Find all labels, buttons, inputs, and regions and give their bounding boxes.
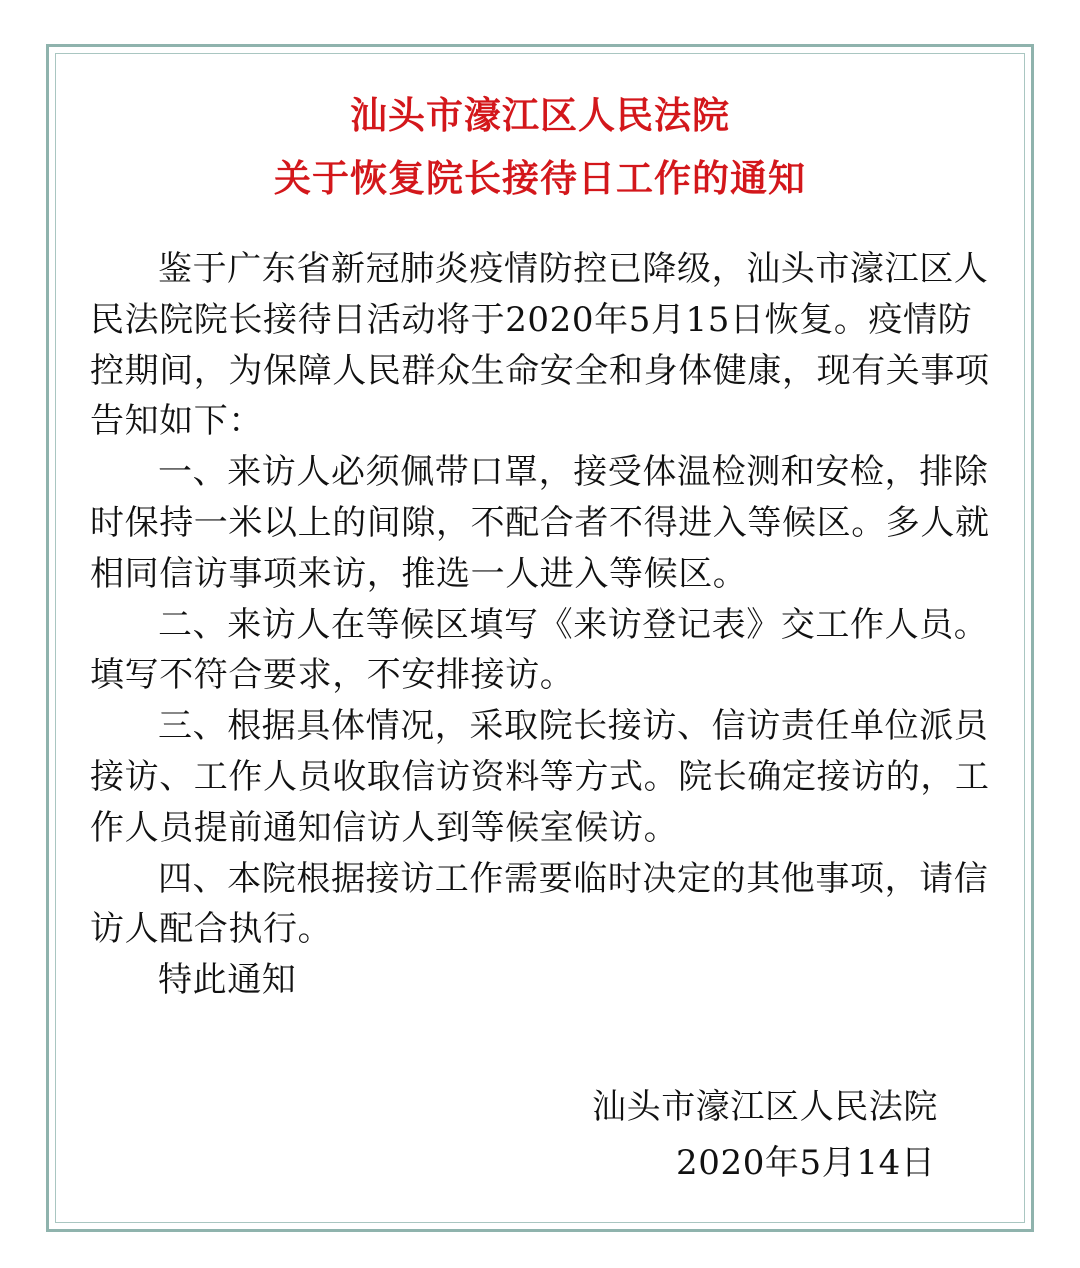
paragraph-item-4: 四、本院根据接访工作需要临时决定的其他事项，请信访人配合执行。 xyxy=(90,858,989,950)
paragraph-closing: 特此通知 xyxy=(158,960,297,1001)
paragraph-item-3: 三、根据具体情况，采取院长接访、信访责任单位派员接访、工作人员收取信访资料等方式。院长确定接访的，工作人员提前通知信访人到等候室候访。 xyxy=(90,706,990,848)
notice-title-line1: 汕头市濠江区人民法院 xyxy=(350,94,730,137)
paragraph-intro: 鉴于广东省新冠肺炎疫情防控已降级，汕头市濠江区人民法院院长接待日活动将于2020年5月15日恢复。疫情防控期间，为保障人民群众生命安全和身体健康，现有关事项告知如下： xyxy=(90,249,990,442)
notice-title-line2: 关于恢复院长接待日工作的通知 xyxy=(274,157,806,200)
signature-court: 汕头市濠江区人民法院 xyxy=(592,1087,938,1127)
notice-body xyxy=(90,244,995,1006)
paragraph-item-1: 一、来访人必须佩带口罩，接受体温检测和安检，排除时保持一米以上的间隙，不配合者不得进入等候区。多人就相同信访事项来访，推选一人进入等候区。 xyxy=(90,452,990,594)
signature-date: 2020年5月14日 xyxy=(676,1143,936,1183)
paragraph-item-2: 二、来访人在等候区填写《来访登记表》交工作人员。填写不符合要求，不安排接访。 xyxy=(90,604,989,696)
